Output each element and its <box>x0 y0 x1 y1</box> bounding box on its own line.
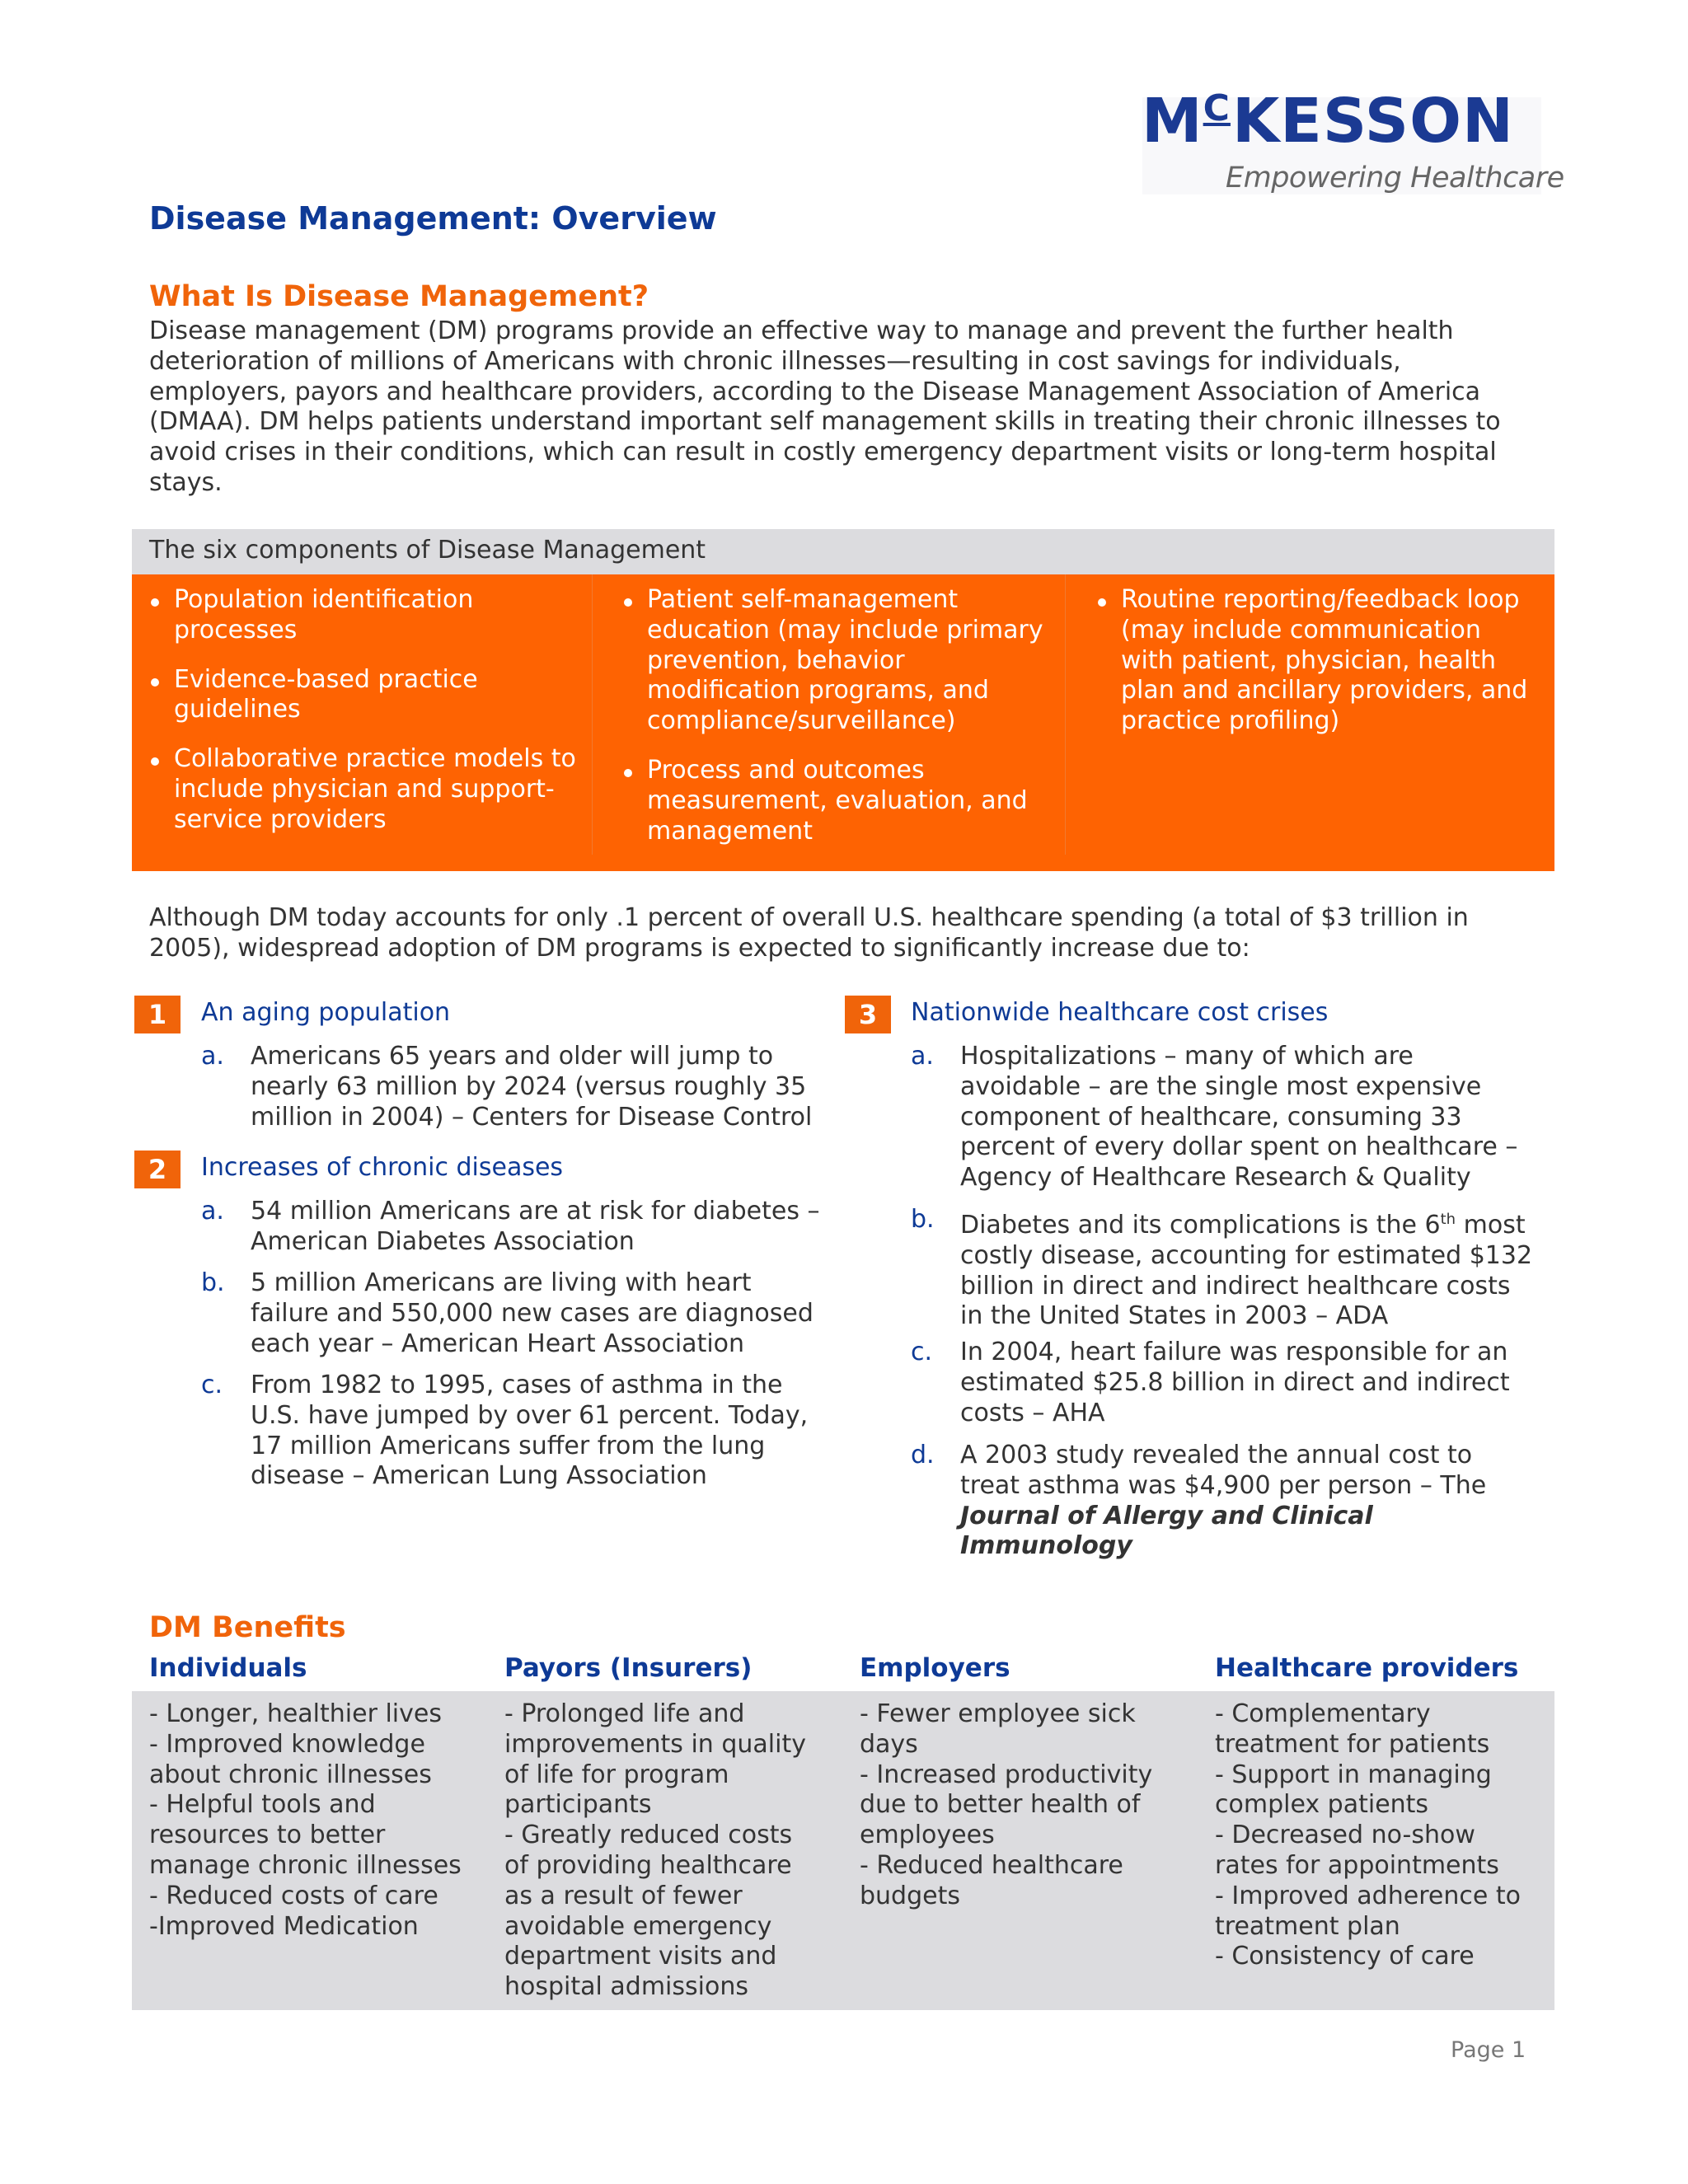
number-badge-3: 3 <box>845 996 891 1033</box>
components-divider <box>1065 574 1066 855</box>
what-is-dm-body: Disease management (DM) programs provide an effective way to manage and prevent the further health deterioration of millions of Americans with chronic illnesses—resulting in cost savings for individuals, employers, payors and healthcare providers, according to the Disease Management Association of America (DMAA). DM helps patients understand important self management skills in treating their chronic illnesses to avoid crises in their conditions, which can result in costly emergency department visits or long-term hospital stays. <box>149 316 1501 497</box>
list-letter: c. <box>201 1371 223 1399</box>
what-is-dm-heading: What Is Disease Management? <box>149 280 649 313</box>
driver-title-chronic: Increases of chronic diseases <box>201 1153 564 1182</box>
lead-paragraph: Although DM today accounts for only .1 percent of overall U.S. healthcare spending (a total of $3 trillion in 2005), widespread adoption of DM programs is expected to significantly increase due to: <box>149 903 1469 963</box>
benefit-head-payors: Payors (Insurers) <box>504 1653 753 1683</box>
list-item: Hospitalizations – many of which are avoidable – are the single most expensive component of healthcare, consuming 33 percent of every dollar spent on healthcare – Agency of Healthcare Research & Quality <box>960 1042 1518 1193</box>
list-item: A 2003 study revealed the annual cost to treat asthma was $4,900 per person – The Journal of Allergy and Clinical Immunology <box>960 1441 1487 1561</box>
page-title: Disease Management: Overview <box>149 200 717 237</box>
list-letter: b. <box>201 1268 225 1297</box>
list-item: 54 million Americans are at risk for diabetes – American Diabetes Association <box>251 1197 820 1256</box>
list-item: 5 million Americans are living with heart failure and 550,000 new cases are diagnosed each year – American Heart Association <box>251 1268 814 1358</box>
benefits-column-individuals: - Longer, healthier lives - Improved knowledge about chronic illnesses - Helpful tools and resources to better manage chronic illnesses - Reduced costs of care -Improved Medication <box>149 1699 462 1941</box>
component-item: Population identification processes <box>149 585 586 646</box>
list-item: Americans 65 years and older will jump to nearly 63 million by 2024 (versus roughly 35 million in 2004) – Centers for Disease Control <box>251 1042 813 1132</box>
driver-title-aging: An aging population <box>201 998 451 1027</box>
list-letter: a. <box>201 1042 224 1071</box>
journal-citation: Journal of Allergy and Clinical Immunology <box>960 1501 1373 1561</box>
benefit-head-providers: Healthcare providers <box>1215 1653 1519 1683</box>
list-letter: c. <box>911 1338 933 1366</box>
number-badge-2: 2 <box>134 1151 181 1188</box>
logo-letter-m: M <box>1142 86 1203 157</box>
components-header: The six components of Disease Management <box>149 536 706 565</box>
list-letter: d. <box>911 1441 935 1469</box>
list-letter: a. <box>911 1042 934 1071</box>
logo-tagline: Empowering Healthcare <box>1226 162 1564 194</box>
benefit-head-individuals: Individuals <box>149 1653 307 1683</box>
component-item: Collaborative practice models to include physician and support-service providers <box>149 744 586 835</box>
benefits-column-providers: - Complementary treatment for patients - Support in managing complex patients - Decreased no-show rates for appointments - Improved adherence to treatment plan - Consistency of care <box>1215 1699 1521 1971</box>
components-column-2 <box>622 585 1059 865</box>
list-letter: b. <box>911 1205 935 1234</box>
number-badge-1: 1 <box>134 996 181 1033</box>
benefits-column-payors: - Prolonged life and improvements in quality of life for program participants - Greatly reduced costs of providing healthcare as a result of fewer avoidable emergency department visits and hospital admissions <box>504 1699 806 2002</box>
list-item: In 2004, heart failure was responsible for an estimated $25.8 billion in direct and indirect costs – AHA <box>960 1338 1510 1427</box>
component-item: Evidence-based practice guidelines <box>149 665 586 726</box>
list-letter: a. <box>201 1197 224 1226</box>
components-column-1 <box>149 585 586 855</box>
benefits-heading: DM Benefits <box>149 1611 346 1644</box>
page-number: Page 1 <box>1451 2037 1526 2063</box>
list-item: Diabetes and its complications is the 6th most costly disease, accounting for estimated $132 billion in direct and indirect healthcare costs in the United States in 2003 – ADA <box>960 1211 1533 1331</box>
components-divider <box>592 574 593 855</box>
driver-title-cost: Nationwide healthcare cost crises <box>911 998 1329 1027</box>
components-column-3 <box>1096 585 1537 756</box>
mckesson-logo <box>1142 86 1514 157</box>
list-item: From 1982 to 1995, cases of asthma in the U.S. have jumped by over 61 percent. Today, 17 million Americans suffer from the lung disease – American Lung Association <box>251 1371 809 1491</box>
component-item: Process and outcomes measurement, evaluation, and management <box>622 756 1059 846</box>
logo-letter-c: C <box>1203 87 1231 129</box>
component-item: Routine reporting/feedback loop (may include communication with patient, physician, health plan and ancillary providers, and practice profiling) <box>1096 585 1537 737</box>
logo-wordmark-rest: KESSON <box>1231 86 1514 157</box>
benefits-column-employers: - Fewer employee sick days - Increased productivity due to better health of employees - Reduced healthcare budgets <box>860 1699 1153 1910</box>
component-item: Patient self-management education (may include primary prevention, behavior modification programs, and compliance/surveillance) <box>622 585 1059 737</box>
benefit-head-employers: Employers <box>860 1653 1010 1683</box>
